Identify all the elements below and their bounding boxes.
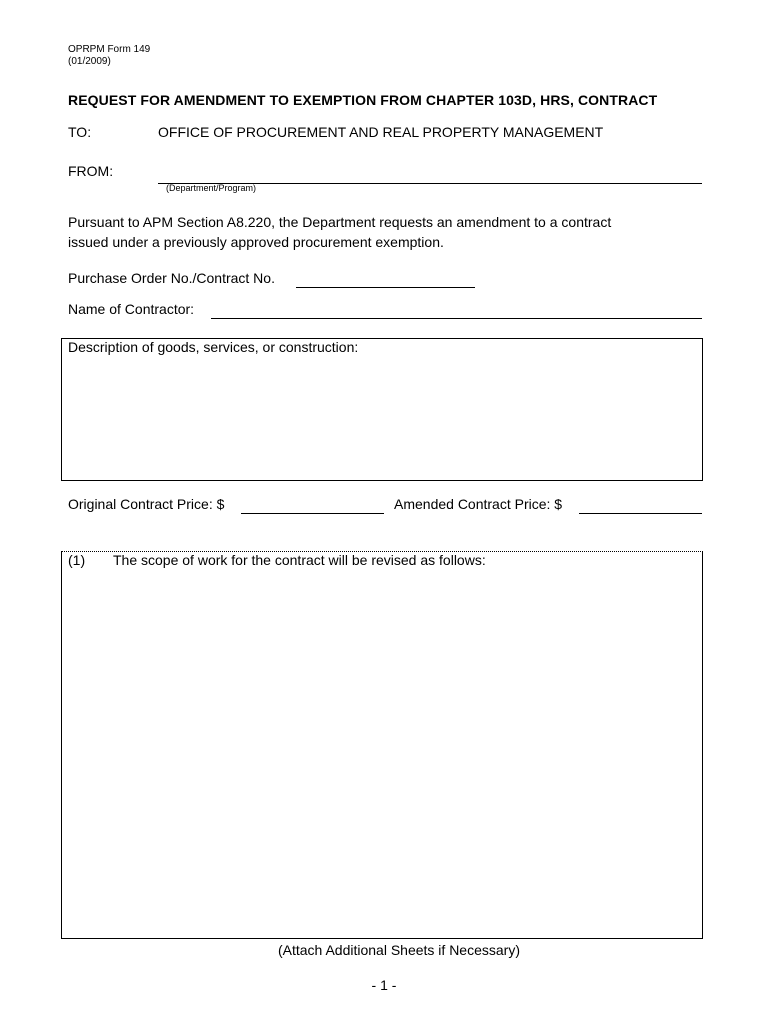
contractor-label: Name of Contractor:: [68, 301, 195, 317]
intro-line-2: issued under a previously approved procurement exemption.: [68, 234, 444, 250]
scope-number: (1): [68, 552, 86, 568]
form-revision-date: (01/2009): [68, 56, 111, 67]
intro-line-1: Pursuant to APM Section A8.220, the Department requests an amendment to a contract: [68, 214, 612, 230]
to-label: TO:: [68, 124, 92, 140]
amended-price-label: Amended Contract Price: $: [394, 496, 563, 512]
scope-label: The scope of work for the contract will be revised as follows:: [113, 552, 486, 568]
amended-price-field[interactable]: [579, 513, 702, 514]
scope-box[interactable]: [61, 551, 703, 939]
to-value: OFFICE OF PROCUREMENT AND REAL PROPERTY MANAGEMENT: [158, 124, 604, 140]
from-label: FROM:: [68, 163, 114, 179]
page-number: - 1 -: [371, 977, 397, 993]
description-label: Description of goods, services, or construction:: [68, 339, 359, 355]
form-number: OPRPM Form 149: [68, 44, 151, 55]
description-box[interactable]: [61, 338, 703, 481]
contractor-field[interactable]: [211, 318, 702, 319]
original-price-field[interactable]: [241, 513, 384, 514]
form-title: REQUEST FOR AMENDMENT TO EXEMPTION FROM CHAPTER 103D, HRS, CONTRACT: [68, 92, 658, 108]
purchase-order-field[interactable]: [296, 287, 475, 288]
purchase-order-label: Purchase Order No./Contract No.: [68, 270, 275, 286]
attach-note: (Attach Additional Sheets if Necessary): [277, 942, 520, 958]
original-price-label: Original Contract Price: $: [68, 496, 225, 512]
from-caption: (Department/Program): [166, 183, 257, 193]
